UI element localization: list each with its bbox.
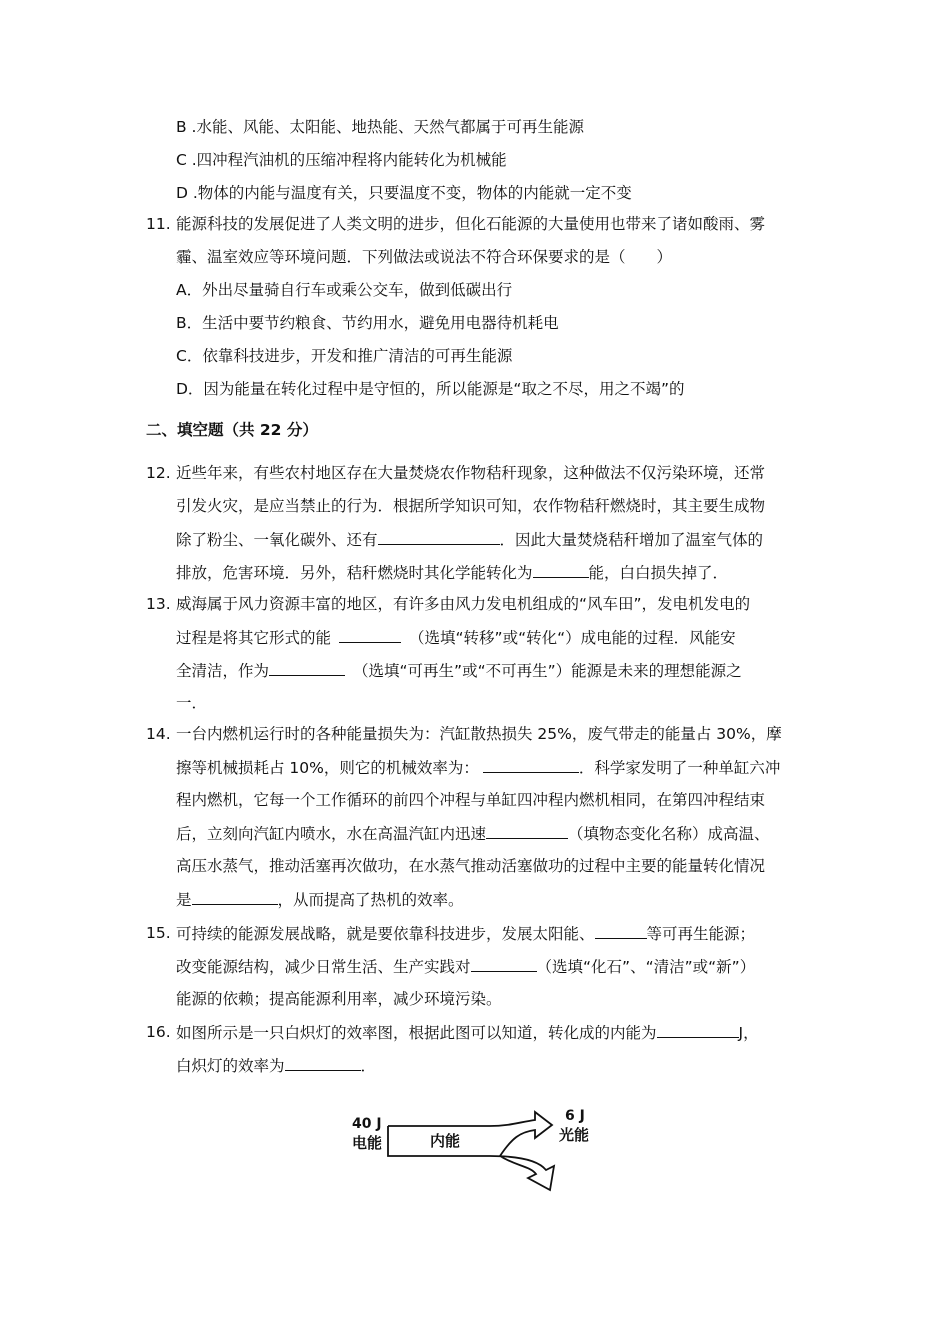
q16-line2-end: ． xyxy=(360,1057,377,1075)
q14-text-line5: 高压水蒸气，推动活塞再次做功，在水蒸气推动活塞做功的过程中主要的能量转化情况 xyxy=(176,857,766,875)
q14-text-line1: 一台内燃机运行时的各种能量损失为：汽缸散热损失 25%，废气带走的能量占 30%，摩 xyxy=(176,725,782,743)
q11-option-c: C．依靠科技进步，开发和推广清洁的可再生能源 xyxy=(176,347,513,365)
q14-text-line3: 程内燃机，它每一个工作循环的前四个冲程与单缸四冲程内燃机相同，在第四冲程结束 xyxy=(176,791,766,809)
q16-line1-end: J， xyxy=(738,1024,759,1042)
q15-line1-start: 可持续的能源发展战略，就是要依靠科技进步，发展太阳能、 xyxy=(176,925,595,943)
q12-line4-end: 能，白白损失掉了． xyxy=(588,564,729,582)
light-energy-arrow xyxy=(490,1112,552,1156)
section-title: 二、填空题（共 22 分） xyxy=(146,421,318,439)
q16-line1-start: 如图所示是一只白炽灯的效率图，根据此图可以知道，转化成的内能为 xyxy=(176,1024,657,1042)
q16-blank-1[interactable] xyxy=(657,1021,739,1038)
internal-energy-arrow xyxy=(490,1156,554,1190)
q14-blank-3[interactable] xyxy=(192,888,278,905)
q13-line3-end: （选填“可再生”或“不可再生”）能源是未来的理想能源之 xyxy=(353,662,742,680)
q14-text-line6 xyxy=(176,888,464,911)
q16-line2-start: 白炽灯的效率为 xyxy=(176,1057,285,1075)
q10-option-d: D .物体的内能与温度有关，只要温度不变，物体的内能就一定不变 xyxy=(176,184,632,202)
q12-text-line3 xyxy=(176,528,763,551)
q15-line2-start: 改变能源结构，减少日常生活、生产实践对 xyxy=(176,958,471,976)
q13-line3-start: 全清洁，作为 xyxy=(176,662,270,680)
q15-text-line2 xyxy=(176,955,755,978)
q15-text-line3: 能源的依赖；提高能源利用率，减少环境污染。 xyxy=(176,990,502,1008)
q12-blank-1[interactable] xyxy=(378,528,500,545)
q14-line2-start: 擦等机械损耗占 10%，则它的机械效率为： xyxy=(176,759,479,777)
q10-option-b: B .水能、风能、太阳能、地热能、天然气都属于可再生能源 xyxy=(176,118,584,136)
q11-text-line2: 霾、温室效应等环境问题．下列做法或说法不符合环保要求的是（ ） xyxy=(176,248,673,266)
q10-option-c: C .四冲程汽油机的压缩冲程将内能转化为机械能 xyxy=(176,151,507,169)
q14-line6-end: ，从而提高了热机的效率。 xyxy=(277,891,464,909)
q15-blank-1[interactable] xyxy=(595,922,647,939)
q13-line2-start: 过程是将其它形式的能 xyxy=(176,629,332,647)
q12-line3-end: ．因此大量焚烧秸秆增加了温室气体的 xyxy=(499,531,764,549)
q12-line3-start: 除了粉尘、一氧化碳外、还有 xyxy=(176,531,378,549)
q14-blank-1[interactable] xyxy=(483,756,579,773)
q15-number: 15. xyxy=(146,924,171,942)
q14-line4-start: 后，立刻向汽缸内喷水，水在高温汽缸内迅速 xyxy=(176,825,487,843)
q12-text-line1: 近些年来，有些农村地区存在大量焚烧农作物秸秆现象，这种做法不仅污染环境，还常 xyxy=(176,464,766,482)
middle-label: 内能 xyxy=(430,1132,461,1150)
q12-line4-start: 排放，危害环境．另外，秸秆燃烧时其化学能转化为 xyxy=(176,564,533,582)
q11-number: 11. xyxy=(146,215,171,233)
q11-option-a: A．外出尽量骑自行车或乘公交车，做到低碳出行 xyxy=(176,281,513,299)
q15-text-line1 xyxy=(176,922,755,945)
q15-line2-end: （选填“化石”、“清洁”或“新”） xyxy=(536,958,756,976)
output-value: 6 J xyxy=(565,1108,585,1124)
q14-text-line2 xyxy=(176,756,780,779)
output-label: 光能 xyxy=(559,1126,590,1144)
q13-text-line4: 一． xyxy=(176,694,208,712)
q13-number: 13. xyxy=(146,595,171,613)
q14-number: 14. xyxy=(146,725,171,743)
q15-blank-2[interactable] xyxy=(471,955,537,972)
q13-blank-1[interactable] xyxy=(339,626,401,643)
efficiency-diagram xyxy=(350,1108,610,1198)
q14-line4-end: （填物态变化名称）成高温、 xyxy=(568,825,770,843)
q12-text-line4 xyxy=(176,561,728,584)
q12-blank-2[interactable] xyxy=(533,561,589,578)
q13-text-line3 xyxy=(176,659,742,682)
q14-line2-end: ．科学家发明了一种单缸六冲 xyxy=(578,759,781,777)
q11-option-b: B．生活中要节约粮食、节约用水，避免用电器待机耗电 xyxy=(176,314,559,332)
q16-number: 16. xyxy=(146,1023,171,1041)
q16-text-line1 xyxy=(176,1021,759,1044)
q12-text-line2: 引发火灾，是应当禁止的行为．根据所学知识可知，农作物秸秆燃烧时，其主要生成物 xyxy=(176,497,766,515)
q13-text-line1: 威海属于风力资源丰富的地区，有许多由风力发电机组成的“风车田”，发电机发电的 xyxy=(176,595,751,613)
input-value: 40 J xyxy=(352,1116,382,1132)
q14-blank-2[interactable] xyxy=(486,822,568,839)
q15-line1-end: 等可再生能源； xyxy=(646,925,756,943)
q11-text-line1: 能源科技的发展促进了人类文明的进步，但化石能源的大量使用也带来了诸如酸雨、雾 xyxy=(176,215,766,233)
q16-text-line2 xyxy=(176,1054,376,1077)
q13-text-line2 xyxy=(176,626,736,649)
q13-blank-2[interactable] xyxy=(269,659,345,676)
q14-line6-start: 是 xyxy=(176,891,192,909)
q11-option-d: D．因为能量在转化过程中是守恒的，所以能源是“取之不尽，用之不竭”的 xyxy=(176,380,685,398)
q13-line2-end: （选填“转移”或“转化“）成电能的过程．风能安 xyxy=(409,629,736,647)
q12-number: 12. xyxy=(146,464,171,482)
q16-blank-2[interactable] xyxy=(285,1054,361,1071)
input-label: 电能 xyxy=(352,1134,383,1152)
q14-text-line4 xyxy=(176,822,770,845)
